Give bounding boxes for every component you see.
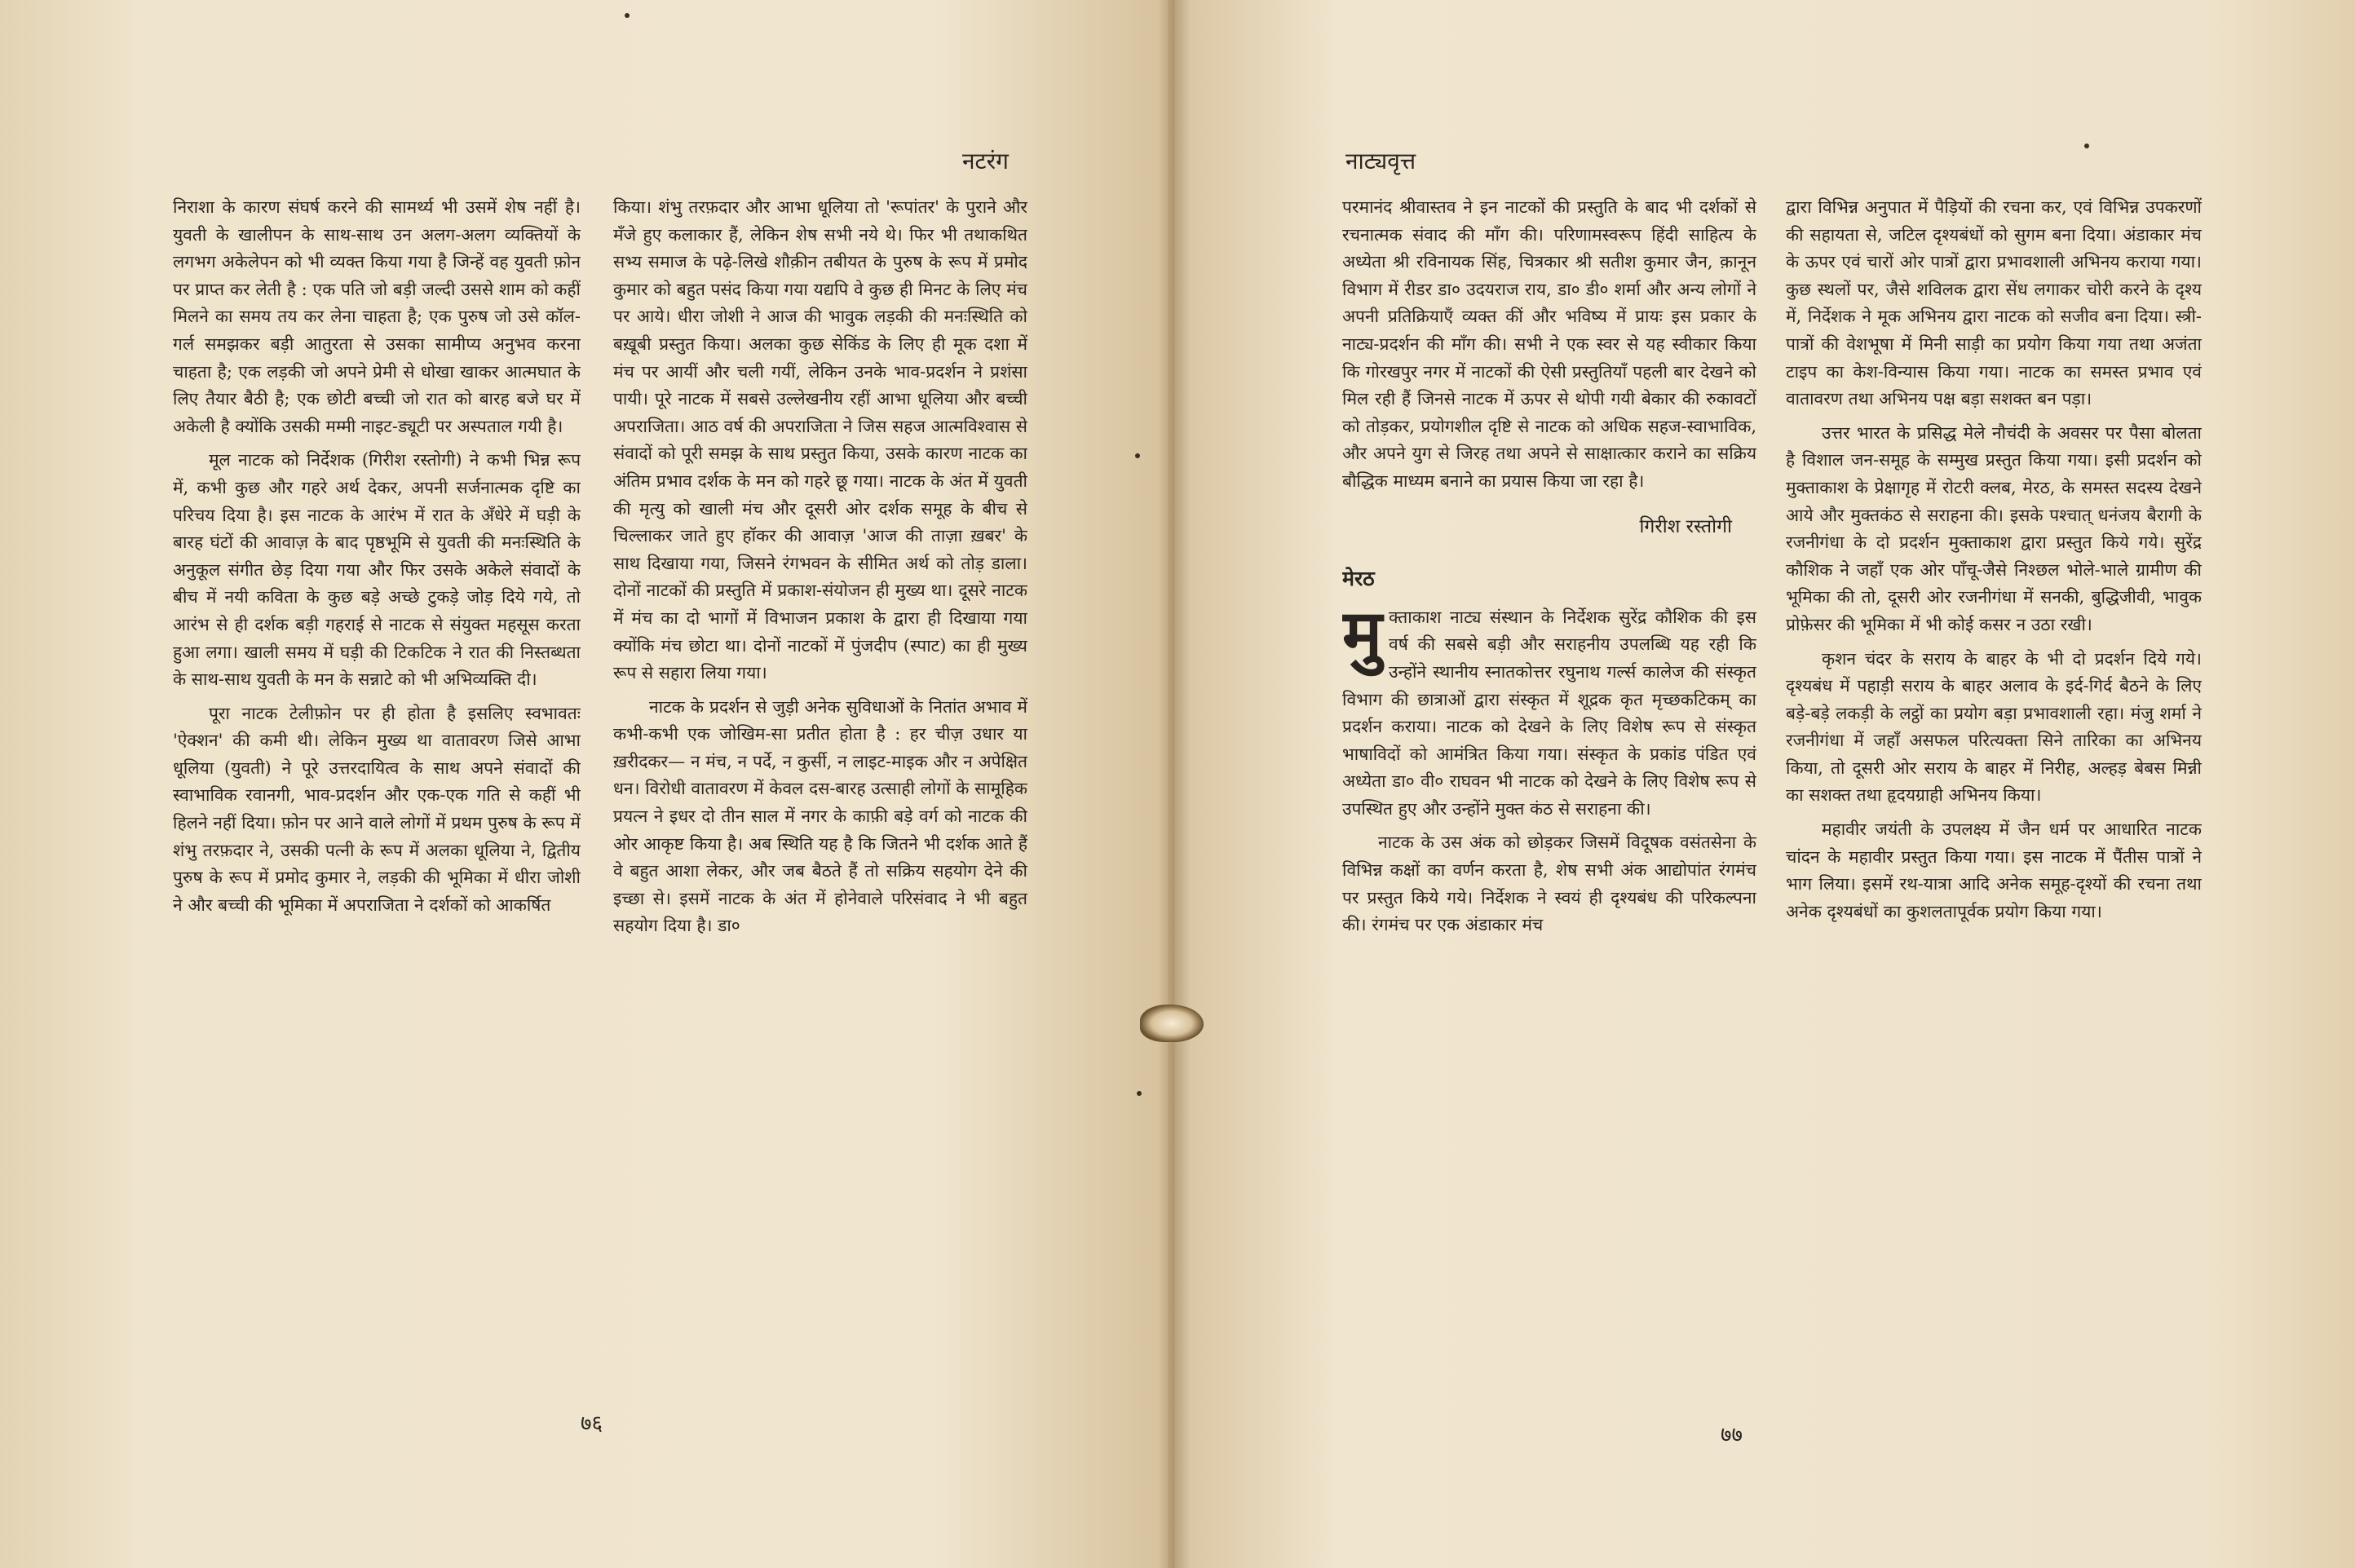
paragraph: पूरा नाटक टेलीफ़ोन पर ही होता है इसलिए स्वभावतः 'ऐक्शन' की कमी थी। लेकिन मुख्य था वातावरण जिसे आभा धूलिया (युवती) ने पूरे उत्तरदायित्व के साथ अपने संवादों की स्वाभाविक रवानगी, भाव-प्रदर्शन और एक-एक गति से कहीं भी हिलने नहीं दिया। फ़ोन पर आने वाले लोगों में प्रथम पुरुष के रूप में शंभु तरफ़दार ने, उसकी पत्नी के रूप में अलका धूलिया ने, द्वितीय पुरुष के रूप में प्रमोद कुमार ने, लड़की की भूमिका में धीरा जोशी ने और बच्ची की भूमिका में अपराजिता ने दर्शकों को आकर्षित <box>173 703 581 915</box>
book-gutter <box>1158 0 1191 1568</box>
left-column-2 <box>613 194 1027 1385</box>
left-page <box>0 0 1168 1568</box>
section-heading: मेरठ <box>1342 567 1375 591</box>
staple-mark <box>1135 453 1140 458</box>
paragraph: कृशन चंदर के सराय के बाहर के भी दो प्रदर्शन दिये गये। दृश्यबंध में पहाड़ी सराय के बाहर अलाव के इर्द-गिर्द बैठने के लिए बड़े-बड़े लकड़ी के लट्ठों का प्रयोग बड़ा प्रभावशाली रहा। मंजु शर्मा ने रजनीगंधा में जहाँ असफल परित्यक्ता सिने तारिका का अभिनय किया, तो दूसरी ओर सराय के बाहर में निरीह, अल्हड़ बेबस मिन्नी का सशक्त तथा हृदयग्राही अभिनय किया। <box>1786 648 2202 806</box>
paragraph-text: क्ताकाश नाट्य संस्थान के निर्देशक सुरेंद्र कौशिक की इस वर्ष की सबसे बड़ी और सराहनीय उपलब्धि यह रही कि उन्होंने स्थानीय स्नातकोत्तर रघुनाथ गर्ल्स कालेज की संस्कृत विभाग की छात्राओं द्वारा संस्कृत में शूद्रक कृत मृच्छकटिकम् का प्रदर्शन कराया। नाटक को देखने के लिए विशेष रूप से संस्कृत भाषाविदों को आमंत्रित किया गया। संस्कृत के प्रकांड पंडित एवं अध्येता डा० वी० राघवन भी नाटक को देखने के लिए विशेष रूप से उपस्थित हुए और उन्होंने मुक्त कंठ से सराहना की। <box>1342 607 1756 819</box>
paragraph: मूल नाटक को निर्देशक (गिरीश रस्तोगी) ने कभी भिन्न रूप में, कभी कुछ और गहरे अर्थ देकर, अपनी सर्जनात्मक दृष्टि का परिचय दिया है। इस नाटक के आरंभ में रात के अँधेरे में घड़ी के बारह घंटों की आवाज़ के बाद पृष्ठभूमि से युवती की मनःस्थिति के अनुकूल संगीत छेड़ दिया गया और फिर उसके अकेले संवादों के बीच में नयी कविता के कुछ बड़े अच्छे टुकड़े जोड़ दिये गये, तो आरंभ से ही दर्शक बड़ी गहराई से नाटक से संयुक्त महसूस करता हुआ लगा। खाली समय में घड़ी की टिकटिक ने रात की निस्तब्धता के साथ-साथ युवती के मन के सन्नाटे को भी अभिव्यक्ति दी। <box>173 450 581 690</box>
staple-mark <box>1137 1091 1142 1096</box>
paragraph: नाटक के उस अंक को छोड़कर जिसमें विदूषक वसंतसेना के विभिन्न कक्षों का वर्णन करता है, शेष सभी अंक आद्योपांत रंगमंच पर प्रस्तुत किये गये। निर्देशक ने स्वयं ही दृश्यबंध की परिकल्पना की। रंगमंच पर एक अंडाकार मंच <box>1342 833 1756 935</box>
left-column-1 <box>173 194 581 1385</box>
author-signature: गिरीश रस्तोगी <box>1639 515 1732 537</box>
running-header-left: नटरंग <box>962 148 1009 174</box>
paragraph: महावीर जयंती के उपलक्ष्य में जैन धर्म पर आधारित नाटक चांदन के महावीर प्रस्तुत किया गया। इस नाटक में पैंतीस पात्रों ने भाग लिया। इसमें रथ-यात्रा आदि अनेक समूह-दृश्यों की रचना तथा अनेक दृश्यबंधों का कुशलतापूर्वक प्रयोग किया गया। <box>1786 819 2202 921</box>
paragraph: उत्तर भारत के प्रसिद्ध मेले नौचंदी के अवसर पर पैसा बोलता है विशाल जन-समूह के सम्मुख प्रस्तुत किया गया। इसी प्रदर्शन को मुक्ताकाश के प्रेक्षागृह में रोटरी क्लब, मेरठ, के समस्त सदस्य देखने आये और मुक्तकंठ से सराहना की। इसके पश्चात् धनंजय बैरागी के रजनीगंधा के दो प्रदर्शन मुक्ताकाश द्वारा प्रस्तुत किये गये। सुरेंद्र कौशिक ने जहाँ एक ओर पाँचू-जैसे निश्छल भोले-भाले ग्रामीण की भूमिका की तो, दूसरी ओर रजनीगंधा में सनकी, बुद्धिजीवी, भावुक प्रोफ़ेसर की भूमिका में भी कोई कसर न उठा रखी। <box>1786 422 2202 634</box>
paragraph: द्वारा विभिन्न अनुपात में पैड़ियों की रचना कर, एवं विभिन्न उपकरणों की सहायता से, जटिल दृश्यबंधों को सुगम बना दिया। अंडाकार मंच के ऊपर एवं चारों ओर पात्रों द्वारा प्रभावशाली अभिनय कराया गया। कुछ स्थलों पर, जैसे शविलक द्वारा सेंध लगाकर चोरी करने के दृश्य में, निर्देशक ने मूक अभिनय द्वारा नाटक को सजीव बना दिया। स्त्री-पात्रों की वेशभूषा में मिनी साड़ी का प्रयोग किया गया तथा अजंता टाइप का केश-विन्यास किया गया। नाटक का समस्त प्रभाव एवं वातावरण तथा अभिनय पक्ष बड़ा सशक्त बन पड़ा। <box>1786 197 2202 409</box>
page-number-left: ७६ <box>581 1411 603 1436</box>
binding-hole <box>1140 1005 1204 1042</box>
paragraph: नाटक के प्रदर्शन से जुड़ी अनेक सुविधाओं के नितांत अभाव में कभी-कभी एक जोखिम-सा प्रतीत होता है : हर चीज़ उधार या ख़रीदकर— न मंच, न पर्दे, न कुर्सी, न लाइट-माइक और न अपेक्षित धन। विरोधी वातावरण में केवल दस-बारह उत्साही लोगों के सामूहिक प्रयत्न ने इधर दो तीन साल में नगर के काफ़ी बड़े वर्ग को नाटक की ओर आकृष्ट किया है। अब स्थिति यह है कि जितने भी दर्शक आते हैं वे बहुत आशा लेकर, और जब बैठते हैं तो सक्रिय सहयोग देने की इच्छा से। इसमें नाटक के अंत में होनेवाले परिसंवाद ने भी बहुत सहयोग दिया है। डा० <box>613 696 1027 936</box>
paragraph: परमानंद श्रीवास्तव ने इन नाटकों की प्रस्तुति के बाद भी दर्शकों से रचनात्मक संवाद की माँग की। परिणामस्वरूप हिंदी साहित्य के अध्येता श्री रविनायक सिंह, चित्रकार श्री सतीश कुमार जैन, क़ानून विभाग में रीडर डा० उदयराज राय, डा० डी० शर्मा और अन्य लोगों ने अपनी प्रतिक्रियाएँ व्यक्त कीं और भविष्य में प्रायः इस प्रकार के नाट्य-प्रदर्शन की माँग की। सभी ने एक स्वर से यह स्वीकार किया कि गोरखपुर नगर में नाटकों की ऐसी प्रस्तुतियाँ पहली बार देखने को मिल रही हैं जिनसे नाटक में ऊपर से थोपी गयी बेकार की रुकावटों को तोड़कर, प्रयोगशील दृष्टि से नाटक को अधिक सहज-स्वाभाविक, और अपने युग से जिरह तथा अपने से साक्षात्कार कराने का सक्रिय बौद्धिक माध्यम बनाने का प्रयास किया जा रहा है। <box>1342 197 1756 491</box>
page-number-right: ७७ <box>1721 1423 1743 1447</box>
drop-cap: मु <box>1342 594 1383 674</box>
paragraph: निराशा के कारण संघर्ष करने की सामर्थ्य भी उसमें शेष नहीं है। युवती के खालीपन के साथ-साथ उन अलग-अलग व्यक्तियों के लगभग अकेलेपन को भी व्यक्त किया गया है जिन्हें वह युवती फ़ोन पर प्राप्त कर लेती है : एक पति जो बड़ी जल्दी उससे शाम को कहीं मिलने का समय तय कर लेना चाहता है; एक पुरुष जो उसे कॉल-गर्ल समझकर बड़ी आतुरता से उसका सामीप्य अनुभव करना चाहता है; एक लड़की जो अपने प्रेमी से धोखा खाकर आत्मघात के लिए तैयार बैठी है; एक छोटी बच्ची जो रात को बारह बजे घर में अकेली है क्योंकि उसकी मम्मी नाइट-ड्यूटी पर अस्पताल गयी है। <box>173 197 581 436</box>
right-column-2 <box>1786 194 2202 1385</box>
right-column-1 <box>1342 194 1756 1385</box>
paragraph <box>1342 594 1756 824</box>
ink-speck <box>2084 144 2089 148</box>
right-page <box>1174 0 2355 1568</box>
ink-speck <box>625 13 630 18</box>
running-header-right: नाट्यवृत्त <box>1345 148 1416 174</box>
paragraph: किया। शंभु तरफ़दार और आभा धूलिया तो 'रूपांतर' के पुराने और मँजे हुए कलाकार हैं, लेकिन शेष सभी नये थे। फिर भी तथाकथित सभ्य समाज के पढ़े-लिखे शौक़ीन तबीयत के पुरुष के रूप में प्रमोद कुमार को बहुत पसंद किया गया यद्यपि वे कुछ ही मिनट के लिए मंच पर आये। धीरा जोशी ने आज की भावुक लड़की की मनःस्थिति को बख़ूबी प्रस्तुत किया। अलका कुछ सेकिंड के लिए ही मूक दशा में मंच पर आयीं और चली गयीं, लेकिन उनके भाव-प्रदर्शन ने प्रशंसा पायी। पूरे नाटक में सबसे उल्लेखनीय रहीं आभा धूलिया और बच्ची अपराजिता। आठ वर्ष की अपराजिता ने जिस सहज आत्मविश्वास से संवादों को पूरी समझ के साथ प्रस्तुत किया, उसके कारण नाटक का अंतिम प्रभाव दर्शक के मन को गहरे छू गया। नाटक के अंत में युवती की मृत्यु को खाली मंच और दूसरी ओर दर्शक समूह के बीच से चिल्लाकर जाते हुए हॉकर की आवाज़ 'आज की ताज़ा ख़बर' के साथ दिखाया गया, जिसने रंगभवन के सीमित अर्थ को तोड़ डाला। दोनों नाटकों की प्रस्तुति में प्रकाश-संयोजन ही मुख्य था। दूसरे नाटक में मंच का दो भागों में विभाजन प्रकाश के द्वारा ही दिखाया गया क्योंकि मंच छोटा था। दोनों नाटकों में पुंजदीप (स्पाट) का ही मुख्य रूप से सहारा लिया गया। <box>613 197 1027 683</box>
